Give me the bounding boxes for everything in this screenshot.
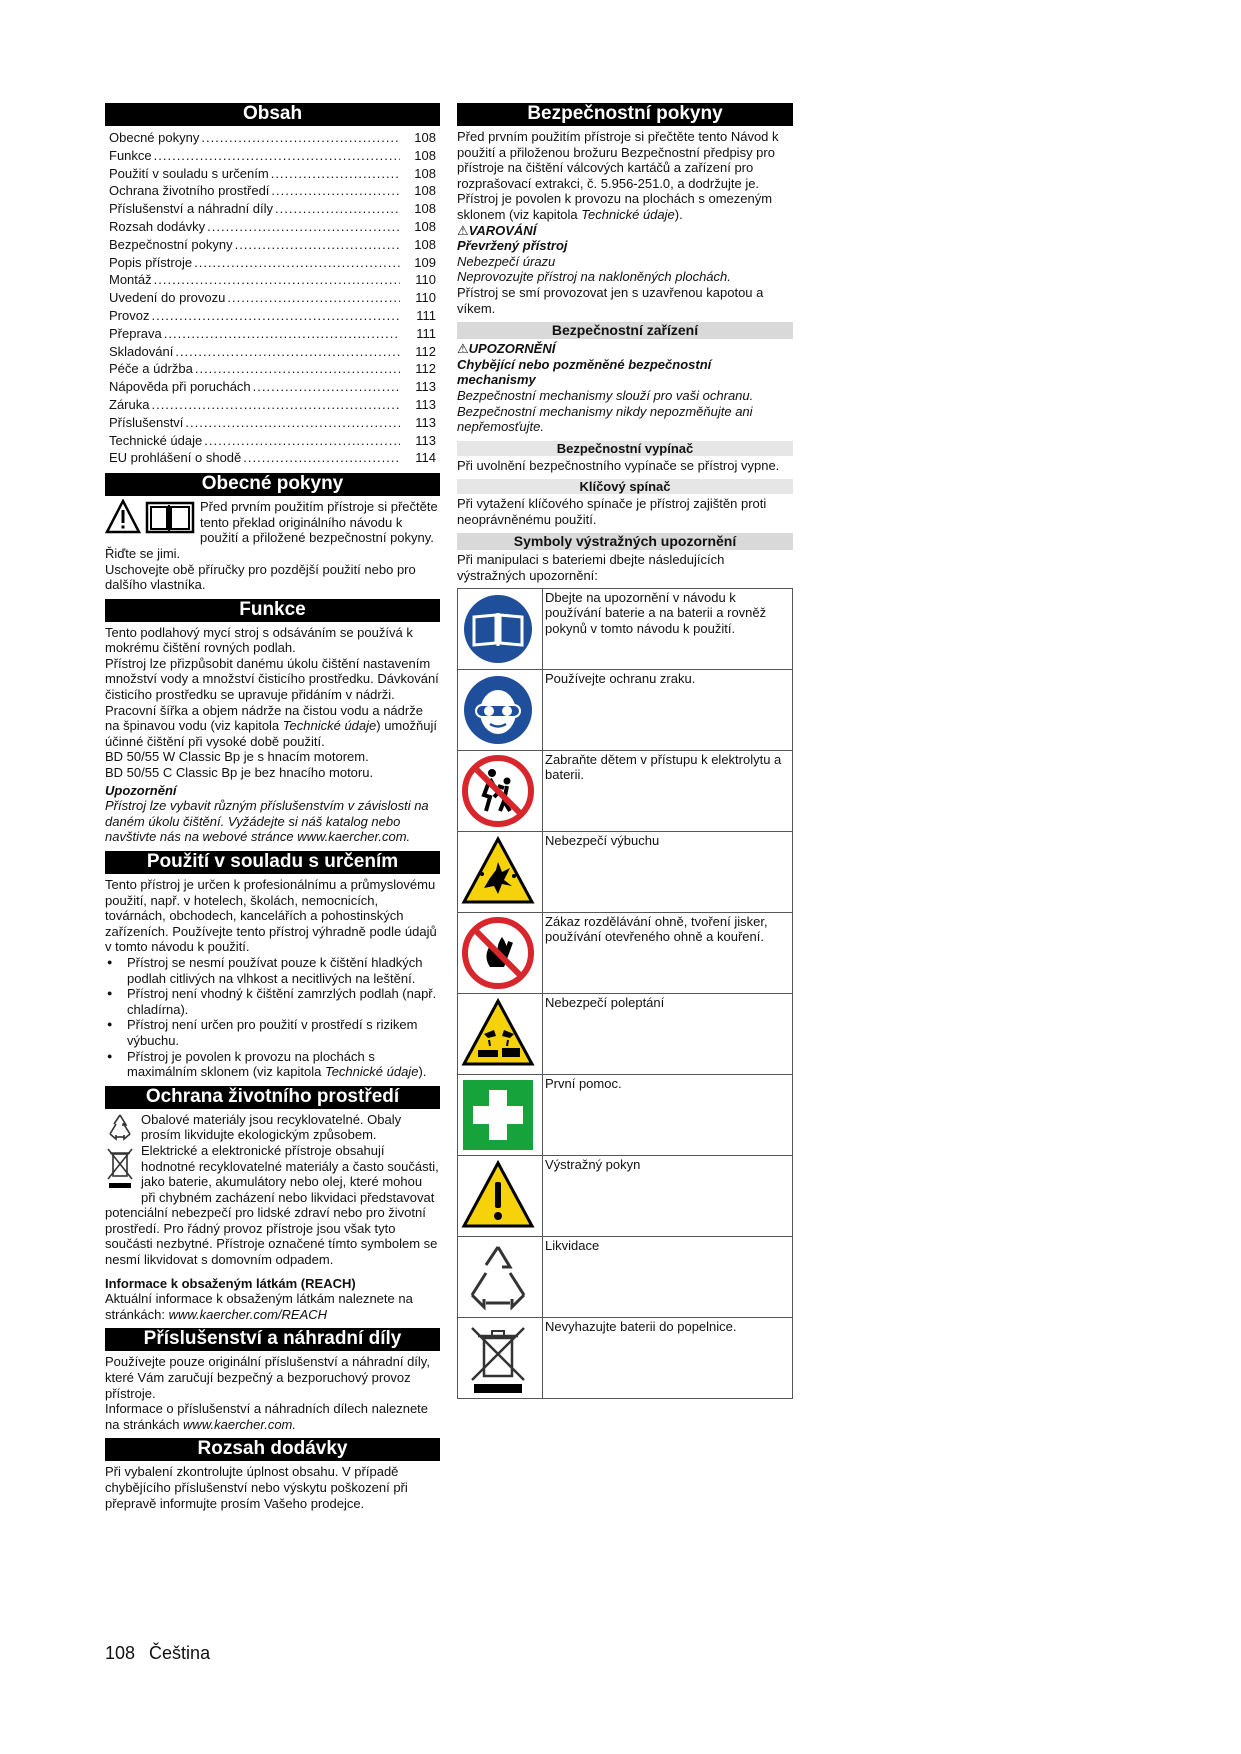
- toc-entry-page: 108: [414, 236, 436, 252]
- intended-text-1: Tento přístroj je určen k profesionálnímu a průmyslovému použití, např. v hotelech, školách, nemocnicích, továrnách, obchodech, kancelářích a pohostinských zařízeních. Používejte tento přístroj výhradně podle údajů v tomto návodu k použití.: [105, 877, 437, 955]
- toc-entry[interactable]: [105, 254, 440, 272]
- table-row: [458, 750, 793, 831]
- recycling-icon: [105, 1112, 135, 1142]
- accessories-text-2: [105, 1401, 440, 1432]
- symbol-text: První pomoc.: [543, 1074, 793, 1155]
- function-note-title: Upozornění: [105, 782, 177, 798]
- intended-list: [105, 955, 440, 1080]
- accessories-section: [105, 1328, 440, 1432]
- toc-entry-label: Funkce: [109, 147, 152, 163]
- toc-leader-dots: [164, 325, 400, 343]
- toc-leader-dots: [271, 165, 400, 183]
- toc-entry-page: 113: [415, 432, 436, 448]
- toc-entry[interactable]: [105, 378, 440, 396]
- function-text-3b: ) umožňují účinné čištění při vysoké době použití.: [105, 718, 437, 749]
- devices-section: [457, 341, 793, 435]
- toc-entry[interactable]: [105, 343, 440, 361]
- key-switch-heading: Klíčový spínač: [457, 479, 793, 494]
- general-text-2: Uschovejte obě příručky pro pozdější použití nebo pro dalšího vlastníka.: [105, 561, 416, 593]
- toc-entry[interactable]: [105, 129, 440, 147]
- toc-entry-page: 110: [415, 272, 436, 288]
- accessories-heading: Příslušenství a náhradní díly: [105, 1328, 440, 1351]
- safety-text-1: Před prvním použitím přístroje si přečtěte tento Návod k použití a přiloženou brožuru Bezpečnostní předpisy pro přístroje na čištění válcových kartáčů a zařízení pro rozprašovací extrakci, č. 5.956-251.0, a dodržujte je.: [457, 129, 779, 191]
- no-fire-icon: [460, 915, 536, 991]
- toc-leader-dots: [204, 432, 400, 450]
- toc-leader-dots: [185, 414, 400, 432]
- list-item: [105, 1049, 440, 1080]
- safety-switch-heading: Bezpečnostní vypínač: [457, 441, 793, 456]
- symbol-cell: [458, 750, 543, 831]
- toc-entry-label: Použití v souladu s určením: [109, 165, 269, 181]
- key-switch-section: [457, 496, 793, 527]
- symbol-text: Používejte ochranu zraku.: [543, 669, 793, 750]
- safety-text-3: Přístroj se smí provozovat jen s uzavřenou kapotou a víkem.: [457, 284, 764, 316]
- symbol-cell: [458, 1317, 543, 1398]
- toc-entry[interactable]: [105, 218, 440, 236]
- toc-entry-page: 109: [414, 254, 436, 270]
- toc-entry[interactable]: [105, 396, 440, 414]
- delivery-section: [105, 1438, 440, 1511]
- key-switch-text: Při vytažení klíčového spínače je přístroj zajištěn proti neoprávněnému použití.: [457, 496, 767, 527]
- crossed-bin-icon: [105, 1145, 135, 1189]
- toc-entry[interactable]: [105, 236, 440, 254]
- toc-entry[interactable]: [105, 271, 440, 289]
- recycling-icon: [460, 1239, 536, 1315]
- toc-entry-label: EU prohlášení o shodě: [109, 450, 242, 466]
- toc-entry[interactable]: [105, 182, 440, 200]
- toc-leader-dots: [151, 307, 400, 325]
- caution-text-2: Bezpečnostní mechanismy nikdy nepozměňujte ani nepřemosťujte.: [457, 403, 753, 435]
- toc-entry[interactable]: [105, 307, 440, 325]
- toc-entry-label: Obecné pokyny: [109, 130, 200, 145]
- list-item: ● Přístroj není vhodný k čištění zamrzlých podlah (např. chladírna).: [105, 986, 440, 1017]
- toc-leader-dots: [195, 360, 400, 378]
- symbol-cell: [458, 1236, 543, 1317]
- devices-heading: Bezpečnostní zařízení: [457, 322, 793, 339]
- symbol-cell: [458, 831, 543, 912]
- toc-leader-dots: [207, 218, 400, 236]
- toc-entry-page: 112: [415, 361, 436, 377]
- symbol-cell: [458, 1074, 543, 1155]
- toc-entry-page: 110: [415, 290, 436, 306]
- toc-entry[interactable]: [105, 200, 440, 218]
- keep-children-away-icon: [460, 753, 536, 829]
- table-row: [458, 1155, 793, 1236]
- toc-entry-label: Nápověda při poruchách: [109, 379, 251, 395]
- safety-heading: Bezpečnostní pokyny: [457, 103, 793, 126]
- toc-entry-page: 112: [415, 343, 436, 359]
- toc-entry[interactable]: [105, 414, 440, 432]
- environment-section: [105, 1086, 440, 1323]
- symbol-text: Likvidace: [543, 1236, 793, 1317]
- toc-leader-dots: [175, 343, 400, 361]
- table-row: [458, 1074, 793, 1155]
- page-number: 108: [105, 1643, 136, 1663]
- symbol-text: Zákaz rozdělávání ohně, tvoření jisker, používání otevřeného ohně a kouření.: [543, 912, 793, 993]
- table-row: [458, 1317, 793, 1398]
- toc-leader-dots: [227, 289, 400, 307]
- explosion-hazard-icon: [460, 834, 536, 910]
- toc-section: [105, 103, 440, 467]
- toc-entry-page: 108: [414, 147, 436, 163]
- function-text-2: Přístroj lze přizpůsobit danému úkolu čištění nastavením množství vody a množství čisticího prostředku. Dávkování čisticího prostředku se upravuje přidáním v nádrži.: [105, 655, 439, 703]
- symbol-text: Dbejte na upozornění v návodu k používání baterie a na baterii a rovněž pokynů v tomto návodu k použití.: [543, 588, 793, 669]
- toc-entry-label: Ochrana životního prostředí: [109, 183, 270, 199]
- reach-link[interactable]: www.kaercher.com/REACH: [168, 1306, 328, 1322]
- toc-entry-page: 108: [414, 201, 436, 217]
- toc-entry[interactable]: [105, 147, 440, 165]
- toc-entry-page: 108: [414, 183, 436, 199]
- toc-entry[interactable]: [105, 449, 440, 467]
- symbol-text: Nebezpečí výbuchu: [543, 831, 793, 912]
- symbol-cell: [458, 1155, 543, 1236]
- function-text-3: [105, 703, 440, 750]
- page-footer: [105, 1643, 224, 1663]
- toc-entry[interactable]: [105, 289, 440, 307]
- toc-entry-label: Záruka: [109, 396, 150, 412]
- toc-leader-dots: [194, 254, 400, 272]
- toc-entry-page: 111: [416, 325, 436, 341]
- toc-entry-page: 108: [414, 218, 436, 234]
- toc-entry[interactable]: [105, 432, 440, 450]
- toc-entry-label: Technické údaje: [109, 432, 203, 448]
- toc-leader-dots: [253, 378, 400, 396]
- toc-entry-page: 113: [415, 414, 436, 430]
- safety-switch-section: [457, 458, 793, 474]
- intended-heading: Použití v souladu s určením: [105, 851, 440, 874]
- toc-leader-dots: [243, 449, 400, 467]
- eye-protection-icon: [460, 672, 536, 748]
- accessories-text-1: Používejte pouze originální příslušenství a náhradní díly, které Vám zaručují bezpečný a bezporuchový provoz přístroje.: [105, 1354, 430, 1401]
- function-text-3a: Pracovní šířka a objem nádrže na čistou vodu a nádrže na špinavou vodu (viz kapitola: [105, 702, 423, 734]
- environment-text-2: Elektrické a elektronické přístroje obsahují hodnotné recyklovatelné materiály a často součásti, jako baterie, akumulátory nebo olej, které mohou při chybném zacházení nebo likvidaci představovat potenciální nebezpečí pro lidské zdraví nebo pro životní prostředí. Pro řádný provoz přístroje jsou však tyto součásti nezbytné. Přístroje označené tímto symbolem se nesmí likvidovat s domovním odpadem.: [105, 1142, 439, 1268]
- caution-text-1: Bezpečnostní mechanismy slouží pro vaši ochranu.: [457, 387, 754, 403]
- caution-title: Chybějící nebo pozměněné bezpečnostní mechanismy: [457, 356, 712, 388]
- function-text-1: Tento podlahový mycí stroj s odsáváním se používá k mokrému čištění rovných podlah.: [105, 624, 413, 656]
- symbols-intro: Při manipulaci s bateriemi dbejte následujících výstražných upozornění:: [457, 552, 725, 584]
- safety-text-2: [457, 191, 793, 222]
- table-row: [458, 912, 793, 993]
- symbol-text: Výstražný pokyn: [543, 1155, 793, 1236]
- warning-title: Převržený přístroj: [457, 238, 568, 254]
- warning-label: ⚠VAROVÁNÍ: [457, 222, 537, 238]
- first-aid-icon: [460, 1077, 536, 1153]
- intended-ref-tech: Technické údaje: [324, 1064, 419, 1080]
- symbol-cell: [458, 588, 543, 669]
- symbol-text: Zabraňte dětem v přístupu k elektrolytu a baterii.: [543, 750, 793, 831]
- intended-b4a: Přístroj je povolen k provozu na plochách s maximálním sklonem (viz kapitola: [127, 1048, 375, 1080]
- toc-entry-page: 108: [414, 165, 436, 181]
- warning-subtitle: Nebezpečí úrazu: [457, 253, 556, 269]
- toc-heading: Obsah: [105, 103, 440, 126]
- toc-entry-label: Popis přístroje: [109, 254, 193, 270]
- toc-leader-dots: [154, 271, 400, 289]
- environment-heading: Ochrana životního prostředí: [105, 1086, 440, 1109]
- toc-entry-label: Skladování: [109, 343, 174, 359]
- function-note-text: Přístroj lze vybavit různým příslušenstvím v závislosti na daném úkolu čištění. Vyžádejte si náš katalog nebo navštivte nás na webové stránce www.kaercher.com.: [105, 798, 429, 845]
- delivery-heading: Rozsah dodávky: [105, 1438, 440, 1461]
- toc-entry-label: Příslušenství a náhradní díly: [109, 201, 274, 217]
- safety-section: [457, 103, 793, 316]
- toc-entry-page: 113: [415, 396, 436, 412]
- toc-entry[interactable]: [105, 165, 440, 183]
- toc-entry-page: 114: [415, 450, 436, 466]
- symbol-text: Nebezpečí poleptání: [543, 993, 793, 1074]
- safety-text-2a: Přístroj je povolen k provozu na plochách s omezeným sklonem (viz kapitola: [457, 191, 773, 222]
- toc-entry-label: Uvedení do provozu: [109, 290, 226, 306]
- caution-label: ⚠UPOZORNĚNÍ: [457, 341, 556, 357]
- table-row: [458, 993, 793, 1074]
- reach-title: Informace k obsaženým látkám (REACH): [105, 1275, 356, 1291]
- environment-text-1: Obalové materiály jsou recyklovatelné. Obaly prosím likvidujte ekologickým způsobem.: [141, 1111, 402, 1143]
- toc-entry-label: Přeprava: [109, 325, 162, 341]
- symbol-text: Nevyhazujte baterii do popelnice.: [543, 1317, 793, 1398]
- footer-language: Čeština: [149, 1643, 211, 1663]
- function-text-5: BD 50/55 C Classic Bp je bez hnacího motoru.: [105, 765, 374, 781]
- warning-manual-icons: [105, 499, 199, 537]
- list-item: ● Přístroj není určen pro použití v prostředí s rizikem výbuchu.: [105, 1017, 440, 1048]
- symbols-table: [457, 588, 793, 1399]
- function-section: [105, 599, 440, 845]
- toc-leader-dots: [271, 182, 400, 200]
- reach-text-body: Aktuální informace k obsaženým látkám naleznete na stránkách:: [105, 1291, 413, 1322]
- toc-leader-dots: [151, 396, 400, 414]
- table-row: [458, 831, 793, 912]
- toc-entry-label: Provoz: [109, 307, 150, 323]
- symbol-cell: [458, 993, 543, 1074]
- toc-entry-label: Rozsah dodávky: [109, 218, 206, 234]
- reach-text: [105, 1291, 440, 1322]
- table-row: [458, 1236, 793, 1317]
- symbol-cell: [458, 669, 543, 750]
- toc-entry-page: 111: [416, 307, 436, 323]
- safety-ref-tech: Technické údaje: [581, 206, 675, 222]
- right-column: [457, 103, 793, 1399]
- delivery-text: Při vybalení zkontrolujte úplnost obsahu. V případě chybějícího příslušenství nebo výskytu poškození při přepravě informujte prosím Vašeho prodejce.: [105, 1464, 408, 1511]
- general-heading: Obecné pokyny: [105, 473, 440, 496]
- safety-switch-text: Při uvolnění bezpečnostního vypínače se přístroj vypne.: [457, 457, 780, 473]
- corrosive-hazard-icon: [460, 996, 536, 1072]
- safety-text-2b: ).: [674, 206, 683, 222]
- general-warning-icon: [460, 1158, 536, 1234]
- function-ref-tech: Technické údaje: [282, 718, 377, 734]
- symbols-heading: Symboly výstražných upozornění: [457, 533, 793, 550]
- toc-entry[interactable]: [105, 325, 440, 343]
- read-manual-icon: [460, 591, 536, 667]
- function-heading: Funkce: [105, 599, 440, 622]
- no-bin-disposal-icon: [460, 1320, 536, 1396]
- toc-entry-label: Příslušenství: [109, 414, 184, 430]
- toc-entry-label: Péče a údržba: [109, 361, 193, 377]
- toc-entry-label: Montáž: [109, 272, 152, 288]
- toc-entry-label: Bezpečnostní pokyny: [109, 236, 233, 252]
- general-section: [105, 473, 440, 593]
- table-row: [458, 669, 793, 750]
- environment-icons: [105, 1112, 139, 1193]
- toc-leader-dots: [154, 147, 400, 165]
- general-text-1: Před prvním použitím přístroje si přečtěte tento překlad originálního návodu k použití a přiložené bezpečnostní pokyny. Řiďte se jimi.: [105, 499, 438, 561]
- toc-entry-page: 108: [414, 130, 436, 145]
- left-column: [105, 103, 440, 1517]
- kaercher-link[interactable]: www.kaercher.com.: [183, 1416, 296, 1432]
- symbol-cell: [458, 912, 543, 993]
- intended-section: [105, 851, 440, 1080]
- table-row: [458, 588, 793, 669]
- toc-leader-dots: [201, 129, 400, 147]
- accessories-text-2-body: Informace o příslušenství a náhradních dílech naleznete na stránkách: [105, 1401, 429, 1432]
- toc-entry-page: 113: [415, 379, 436, 395]
- toc-list: [105, 129, 440, 467]
- function-text-4: BD 50/55 W Classic Bp je s hnacím motorem.: [105, 749, 369, 765]
- toc-leader-dots: [235, 236, 400, 254]
- intended-b4b: ).: [418, 1064, 427, 1080]
- warning-triangle-book-icon: [105, 499, 197, 535]
- list-item: ● Přístroj se nesmí používat pouze k čištění hladkých podlah citlivých na vlhkost a necitlivých na leštění.: [105, 955, 440, 986]
- warning-text: Neprovozujte přístroj na nakloněných plochách.: [457, 269, 731, 285]
- toc-entry[interactable]: [105, 360, 440, 378]
- toc-leader-dots: [275, 200, 400, 218]
